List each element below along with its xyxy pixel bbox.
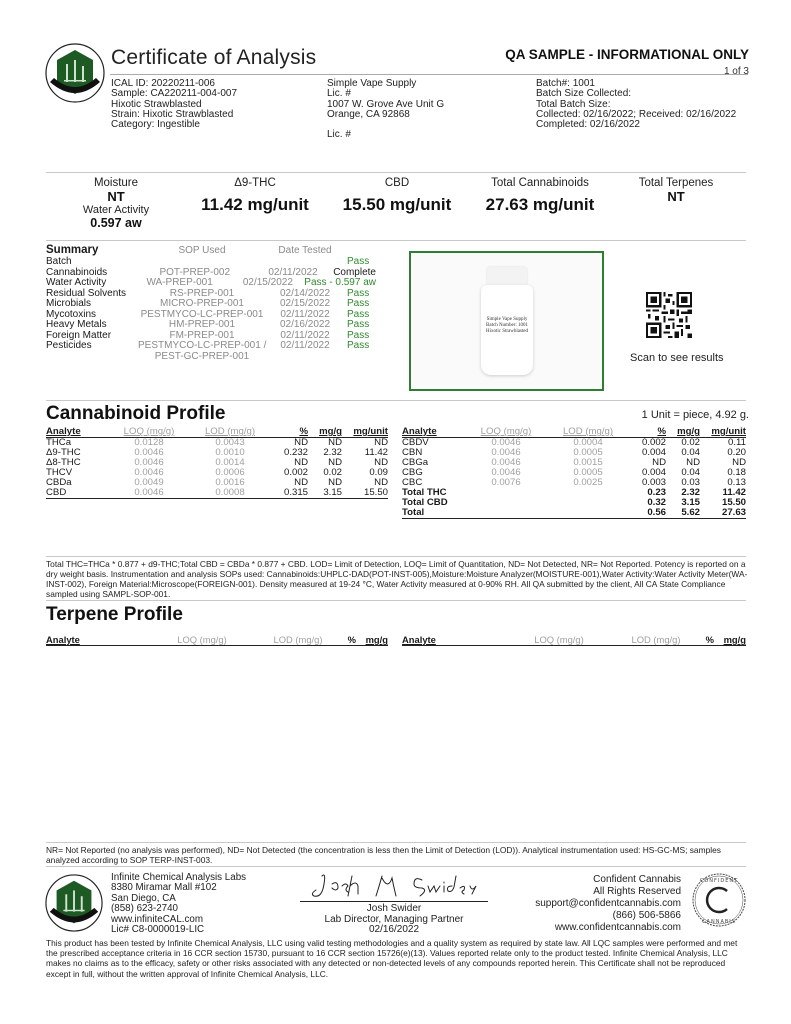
percent: 0.004 bbox=[641, 447, 666, 458]
total-label: Total CBD bbox=[402, 497, 448, 508]
mg-g: 2.32 bbox=[323, 447, 342, 458]
summary-row bbox=[46, 320, 376, 331]
col-percent: % bbox=[270, 427, 308, 438]
total-batch-size: Total Batch Size: bbox=[536, 98, 611, 110]
percent: 0.002 bbox=[283, 467, 308, 478]
batch-size-collected: Batch Size Collected: bbox=[536, 88, 632, 100]
analyte: Δ8-THC bbox=[46, 457, 81, 468]
percent: ND bbox=[294, 437, 308, 448]
table-header bbox=[402, 634, 746, 646]
mg-g: 0.02 bbox=[323, 467, 342, 478]
summary-table bbox=[46, 244, 376, 362]
mg-g: 0.04 bbox=[681, 467, 700, 478]
stat-label: CBD bbox=[384, 177, 410, 189]
test-name: Microbials bbox=[46, 298, 92, 309]
col-loq: LOQ (mg/g) bbox=[464, 427, 548, 438]
batch-number: Batch#: 1001 bbox=[536, 78, 595, 89]
mg-g: 5.62 bbox=[666, 508, 700, 519]
result: Pass bbox=[347, 319, 370, 330]
summary-row bbox=[46, 257, 376, 268]
stat-cbd bbox=[332, 177, 462, 215]
col-date: Date Tested bbox=[278, 245, 332, 256]
sample-info bbox=[111, 79, 237, 130]
summary-divider bbox=[46, 240, 746, 241]
col-percent: % bbox=[628, 427, 666, 438]
col-lod: LOD (mg/g) bbox=[190, 427, 270, 438]
date: 02/11/2022 bbox=[280, 340, 330, 351]
page-title: Certificate of Analysis bbox=[111, 46, 317, 69]
test-name: Mycotoxins bbox=[46, 308, 97, 320]
test-name bbox=[46, 352, 138, 363]
lod: 0.0005 bbox=[573, 467, 603, 478]
stat-total-cannabinoids bbox=[470, 177, 610, 215]
lod: 0.0025 bbox=[573, 477, 603, 488]
stat-thc bbox=[190, 177, 320, 215]
lod: 0.0005 bbox=[573, 447, 603, 458]
table-header bbox=[402, 427, 746, 438]
table-row bbox=[46, 488, 388, 499]
disclaimer: This product has been tested by Infinite Chemical Analysis, LLC using valid testing methodologies and a quality system as required by state law. All LQC samples were performed and met the prescribed acceptance criteria in 16 CCR section 15730, pursuant to 16 CCR section 15726(e)(13). Values reported relate only to the product tested. Infinite Chemical Analysis, LLC makes no claims as to the efficacy, safety or other risks associated with any detected or non-detected levels of any compounds reported herein. This Certificate shall not be reproduced except in full, without the written approval of Infinite Chemical Analysis, LLC. bbox=[46, 938, 738, 979]
terpene-table-right bbox=[402, 634, 746, 646]
analyte: CBDV bbox=[402, 437, 429, 448]
result: Complete bbox=[333, 266, 376, 278]
cc-rights: All Rights Reserved bbox=[593, 886, 681, 897]
lod: 0.0043 bbox=[215, 437, 245, 448]
percent: 0.23 bbox=[647, 487, 666, 498]
percent: 0.002 bbox=[641, 437, 666, 448]
svg-text:CANNABIS: CANNABIS bbox=[702, 919, 736, 925]
result: Pass bbox=[347, 329, 370, 341]
result: Pass bbox=[347, 298, 370, 309]
mg-unit: ND bbox=[732, 457, 746, 468]
mg-unit: 0.09 bbox=[369, 467, 388, 478]
qr-code-icon[interactable] bbox=[646, 292, 692, 338]
cannabinoid-footnote: Total THC=THCa * 0.877 + d9-THC;Total CBD = CBDa * 0.877 + CBD. LOD= Limit of Detection, LOQ= Limit of Quantitation, ND= Not Detected, NR= Not Reported. Potency is reported on a dry weight basis. Instrumentation and analysis SOPs used: Cannabinoids:UHPLC-DAD(POT-INST-005),Moisture:Moisture Analyzer(MOISTURE-001),Water Activity:Water Activity Meter(WA-INST-002), Foreign Material:Microscope(FOREIGN-001). Density measured at 19-24 °C, Water Activity measured at 0-90% RH. All QA submitted by the client, All CA State Compliance sampled using SAMPL-SOP-001. bbox=[46, 559, 748, 599]
table-header bbox=[46, 427, 388, 438]
analyte: CBG bbox=[402, 467, 423, 478]
stat-value: 27.63 mg/unit bbox=[485, 195, 595, 214]
lab-address: 8380 Miramar Mall #102 bbox=[111, 882, 217, 894]
percent: ND bbox=[652, 457, 666, 468]
sop: WA-PREP-001 bbox=[146, 277, 213, 288]
percent: 0.315 bbox=[270, 488, 308, 499]
date: 02/16/2022 bbox=[279, 319, 331, 330]
date: 02/14/2022 bbox=[279, 287, 331, 299]
profile-divider bbox=[46, 400, 746, 401]
signer-title: Lab Director, Managing Partner bbox=[324, 913, 464, 925]
col-analyte: Analyte bbox=[46, 427, 108, 438]
percent: ND bbox=[294, 457, 308, 468]
mg-g: 3.15 bbox=[308, 488, 342, 499]
lab-license: Lic# C8-0000019-LIC bbox=[111, 924, 205, 936]
total-label: Total THC bbox=[402, 487, 447, 498]
mg-unit: 0.18 bbox=[727, 467, 746, 478]
percent: 0.003 bbox=[641, 477, 666, 488]
mg-unit: 27.63 bbox=[700, 508, 746, 519]
confident-cannabis-info bbox=[535, 874, 681, 934]
stat-label: Δ9-THC bbox=[234, 177, 276, 189]
test-name: Residual Solvents bbox=[46, 287, 127, 299]
loq: 0.0046 bbox=[134, 457, 164, 468]
summary-row bbox=[46, 341, 376, 352]
percent: 0.32 bbox=[647, 497, 666, 508]
sop: HM-PREP-001 bbox=[168, 319, 236, 330]
result: Pass bbox=[347, 308, 370, 320]
mg-unit: 15.50 bbox=[721, 497, 746, 508]
mg-g: 0.04 bbox=[681, 447, 700, 458]
col-percent: % bbox=[334, 634, 356, 646]
cc-name: Confident Cannabis bbox=[593, 874, 681, 885]
mg-g: 0.03 bbox=[681, 477, 700, 488]
loq: 0.0046 bbox=[491, 437, 521, 448]
date bbox=[266, 257, 344, 268]
bottle bbox=[481, 285, 533, 375]
mg-g: 0.02 bbox=[681, 437, 700, 448]
test-name: Foreign Matter bbox=[46, 329, 112, 341]
loq: 0.0046 bbox=[134, 467, 164, 478]
lod: 0.0010 bbox=[215, 447, 245, 458]
col-mg-g: mg/g bbox=[308, 427, 342, 438]
summary-row bbox=[46, 278, 376, 289]
header-divider bbox=[110, 74, 748, 75]
date bbox=[266, 352, 344, 363]
completed-date: Completed: 02/16/2022 bbox=[536, 119, 640, 131]
infinite-chemical-logo-icon bbox=[44, 42, 106, 104]
cannabinoid-table-right bbox=[402, 427, 746, 519]
sop bbox=[138, 257, 266, 268]
summary-row bbox=[46, 299, 376, 310]
total-label: Total bbox=[402, 508, 628, 519]
page-number: 1 of 3 bbox=[723, 66, 749, 77]
bottle-cap bbox=[487, 267, 527, 287]
mg-unit: 11.42 bbox=[364, 447, 388, 458]
category: Category: Ingestible bbox=[111, 119, 200, 131]
date: 02/15/2022 bbox=[279, 298, 331, 309]
analyte: Δ9-THC bbox=[46, 447, 81, 458]
qr-caption: Scan to see results bbox=[630, 352, 724, 364]
test-name: Water Activity bbox=[46, 277, 107, 288]
signer-name: Josh Swider bbox=[366, 903, 422, 914]
date: 02/11/2022 bbox=[280, 308, 330, 320]
summary-row bbox=[46, 352, 376, 363]
client-info bbox=[327, 79, 444, 141]
col-lod: LOD (mg/g) bbox=[620, 634, 692, 646]
stat-value: 15.50 mg/unit bbox=[342, 195, 452, 214]
loq: 0.0046 bbox=[108, 488, 190, 499]
result: Pass bbox=[347, 256, 370, 267]
summary-title: Summary bbox=[46, 244, 99, 256]
test-name: Pesticides bbox=[46, 340, 92, 351]
signature-line bbox=[300, 901, 488, 902]
mg-unit: 0.11 bbox=[728, 437, 746, 448]
result bbox=[344, 352, 347, 363]
stat-value: NT bbox=[667, 189, 685, 204]
stat-label: Total Cannabinoids bbox=[491, 177, 589, 189]
mg-unit: 11.42 bbox=[722, 487, 746, 498]
lab-info bbox=[111, 873, 246, 935]
sop: RS-PREP-001 bbox=[169, 287, 235, 299]
mg-unit: 0.13 bbox=[727, 477, 746, 488]
col-analyte: Analyte bbox=[402, 427, 464, 438]
analyte: CBN bbox=[402, 447, 423, 458]
col-loq: LOQ (mg/g) bbox=[142, 634, 262, 646]
mg-g: ND bbox=[328, 437, 342, 448]
collected-received: Collected: 02/16/2022; Received: 02/16/2022 bbox=[536, 108, 737, 120]
mg-unit: ND bbox=[374, 437, 388, 448]
strain: Strain: Hixotic Strawblasted bbox=[111, 108, 234, 120]
terpene-divider bbox=[46, 600, 746, 601]
sop: PESTMYCO-LC-PREP-001 bbox=[140, 308, 264, 320]
col-mg-g: mg/g bbox=[714, 634, 746, 646]
stat-sub-label: Water Activity bbox=[82, 204, 150, 216]
stat-total-terpenes bbox=[616, 177, 736, 204]
col-percent: % bbox=[692, 634, 714, 646]
mg-unit: ND bbox=[374, 477, 388, 488]
cannabinoid-profile-title: Cannabinoid Profile bbox=[46, 403, 226, 424]
ical-id: ICAL ID: 20220211-006 bbox=[111, 78, 215, 89]
terpene-profile-title: Terpene Profile bbox=[46, 604, 183, 625]
loq: 0.0046 bbox=[134, 447, 164, 458]
table-header bbox=[46, 634, 388, 646]
signer-block bbox=[300, 904, 488, 936]
col-analyte: Analyte bbox=[46, 634, 142, 646]
cannabinoid-table-left bbox=[46, 427, 388, 499]
infinite-chemical-footer-logo-icon bbox=[44, 873, 104, 933]
result: Pass bbox=[347, 340, 370, 351]
lod: 0.0008 bbox=[190, 488, 270, 499]
col-mg-unit: mg/unit bbox=[342, 427, 388, 438]
lod: 0.0004 bbox=[573, 437, 603, 448]
stat-label: Total Terpenes bbox=[638, 177, 714, 189]
signature-icon bbox=[302, 870, 482, 902]
col-sop: SOP Used bbox=[178, 245, 226, 256]
terpene-footnote-divider bbox=[46, 842, 746, 843]
result: Pass bbox=[347, 287, 370, 299]
product-name: Hixotic Strawblasted bbox=[111, 98, 202, 110]
batch-info bbox=[536, 79, 736, 130]
col-lod: LOD (mg/g) bbox=[262, 634, 334, 646]
percent: 0.232 bbox=[283, 447, 308, 458]
analyte: THCa bbox=[46, 437, 72, 448]
mg-g: ND bbox=[686, 457, 700, 468]
client-name: Simple Vape Supply bbox=[327, 78, 417, 89]
test-name: Batch bbox=[46, 256, 72, 267]
total-row bbox=[402, 508, 746, 519]
lab-name: Infinite Chemical Analysis Labs bbox=[111, 872, 247, 883]
mg-unit: 15.50 bbox=[342, 488, 388, 499]
mg-g: 3.15 bbox=[681, 497, 700, 508]
qa-banner: QA SAMPLE - INFORMATIONAL ONLY bbox=[505, 47, 749, 62]
analyte: CBD bbox=[46, 488, 108, 499]
loq: 0.0128 bbox=[134, 437, 164, 448]
sop: PEST-GC-PREP-001 bbox=[154, 350, 250, 362]
client-license-2: Lic. # bbox=[327, 129, 351, 141]
col-loq: LOQ (mg/g) bbox=[498, 634, 620, 646]
client-license: Lic. # bbox=[327, 88, 351, 100]
loq: 0.0049 bbox=[134, 477, 164, 488]
test-name: Cannabinoids bbox=[46, 266, 108, 278]
loq: 0.0076 bbox=[491, 477, 521, 488]
col-mg-g: mg/g bbox=[356, 634, 388, 646]
lod: 0.0016 bbox=[215, 477, 245, 488]
col-loq: LOQ (mg/g) bbox=[108, 427, 190, 438]
date: 02/11/2022 bbox=[268, 266, 318, 278]
sop: POT-PREP-002 bbox=[159, 266, 231, 278]
stat-sub-value: 0.597 aw bbox=[90, 216, 142, 230]
mg-g: 2.32 bbox=[681, 487, 700, 498]
label-line: Simple Vape Supply bbox=[486, 317, 528, 322]
terpene-table-left bbox=[46, 634, 388, 646]
sop: MICRO-PREP-001 bbox=[160, 298, 244, 309]
terpene-footnote: NR= Not Reported (no analysis was performed), ND= Not Detected (the concentration is less then the Limit of Detection (LOD)). Analytical instrumentation used: HS-GC-MS; samples analyzed according to SOP TERP-INST-003. bbox=[46, 845, 721, 865]
cc-phone: (866) 506-5866 bbox=[612, 910, 681, 921]
analyte: CBGa bbox=[402, 457, 429, 468]
mg-g: ND bbox=[328, 477, 342, 488]
loq: 0.0046 bbox=[491, 457, 521, 468]
client-address: 1007 W. Grove Ave Unit G bbox=[327, 98, 445, 110]
stat-moisture bbox=[64, 177, 168, 230]
analyte: CBDa bbox=[46, 477, 72, 488]
loq: 0.0046 bbox=[491, 447, 521, 458]
col-analyte: Analyte bbox=[402, 634, 498, 646]
date: 02/11/2022 bbox=[280, 329, 330, 341]
label-line: Hixotic Strawblasted bbox=[485, 329, 529, 334]
sample-id: Sample: CA220211-004-007 bbox=[111, 88, 238, 100]
mg-unit: ND bbox=[374, 457, 388, 468]
percent: 0.004 bbox=[641, 467, 666, 478]
product-photo bbox=[409, 251, 604, 391]
stat-label: Moisture bbox=[93, 177, 139, 189]
analyte: CBC bbox=[402, 477, 423, 488]
lod: 0.0014 bbox=[215, 457, 245, 468]
mg-g: ND bbox=[328, 457, 342, 468]
percent: 0.56 bbox=[628, 508, 666, 519]
summary-header bbox=[46, 244, 376, 257]
stat-value: NT bbox=[107, 189, 125, 204]
cc-email-link[interactable]: support@confidentcannabis.com bbox=[535, 898, 681, 909]
analyte: THCV bbox=[46, 467, 73, 478]
test-name: Heavy Metals bbox=[46, 319, 107, 330]
mg-unit: 0.20 bbox=[727, 447, 746, 458]
lab-website-link[interactable]: www.infiniteCAL.com bbox=[111, 913, 204, 925]
sign-date: 02/16/2022 bbox=[368, 924, 420, 936]
col-mg-unit: mg/unit bbox=[700, 427, 746, 438]
client-city: Orange, CA 92868 bbox=[327, 108, 410, 120]
stats-divider bbox=[46, 172, 746, 173]
confident-cannabis-logo-icon bbox=[691, 872, 747, 928]
lab-city: San Diego, CA bbox=[111, 892, 176, 904]
svg-text:CONFIDENT: CONFIDENT bbox=[699, 878, 739, 884]
col-mg-g: mg/g bbox=[666, 427, 700, 438]
loq: 0.0046 bbox=[491, 467, 521, 478]
result: Pass - 0.597 aw bbox=[304, 277, 376, 288]
footnote-divider bbox=[46, 556, 746, 557]
col-lod: LOD (mg/g) bbox=[548, 427, 628, 438]
cc-website-link[interactable]: www.confidentcannabis.com bbox=[554, 922, 681, 933]
stat-value: 11.42 mg/unit bbox=[201, 195, 309, 214]
label-line: Batch Number: 1001 bbox=[486, 323, 528, 328]
sop: PESTMYCO-LC-PREP-001 / bbox=[138, 340, 267, 351]
sop: FM-PREP-001 bbox=[169, 329, 235, 341]
lod: 0.0006 bbox=[215, 467, 245, 478]
unit-note: 1 Unit = piece, 4.92 g. bbox=[641, 409, 749, 421]
date: 02/15/2022 bbox=[242, 277, 293, 288]
lab-phone: (858) 623-2740 bbox=[111, 903, 178, 915]
lod: 0.0015 bbox=[573, 457, 603, 468]
percent: ND bbox=[294, 477, 308, 488]
footer-divider bbox=[46, 866, 746, 867]
